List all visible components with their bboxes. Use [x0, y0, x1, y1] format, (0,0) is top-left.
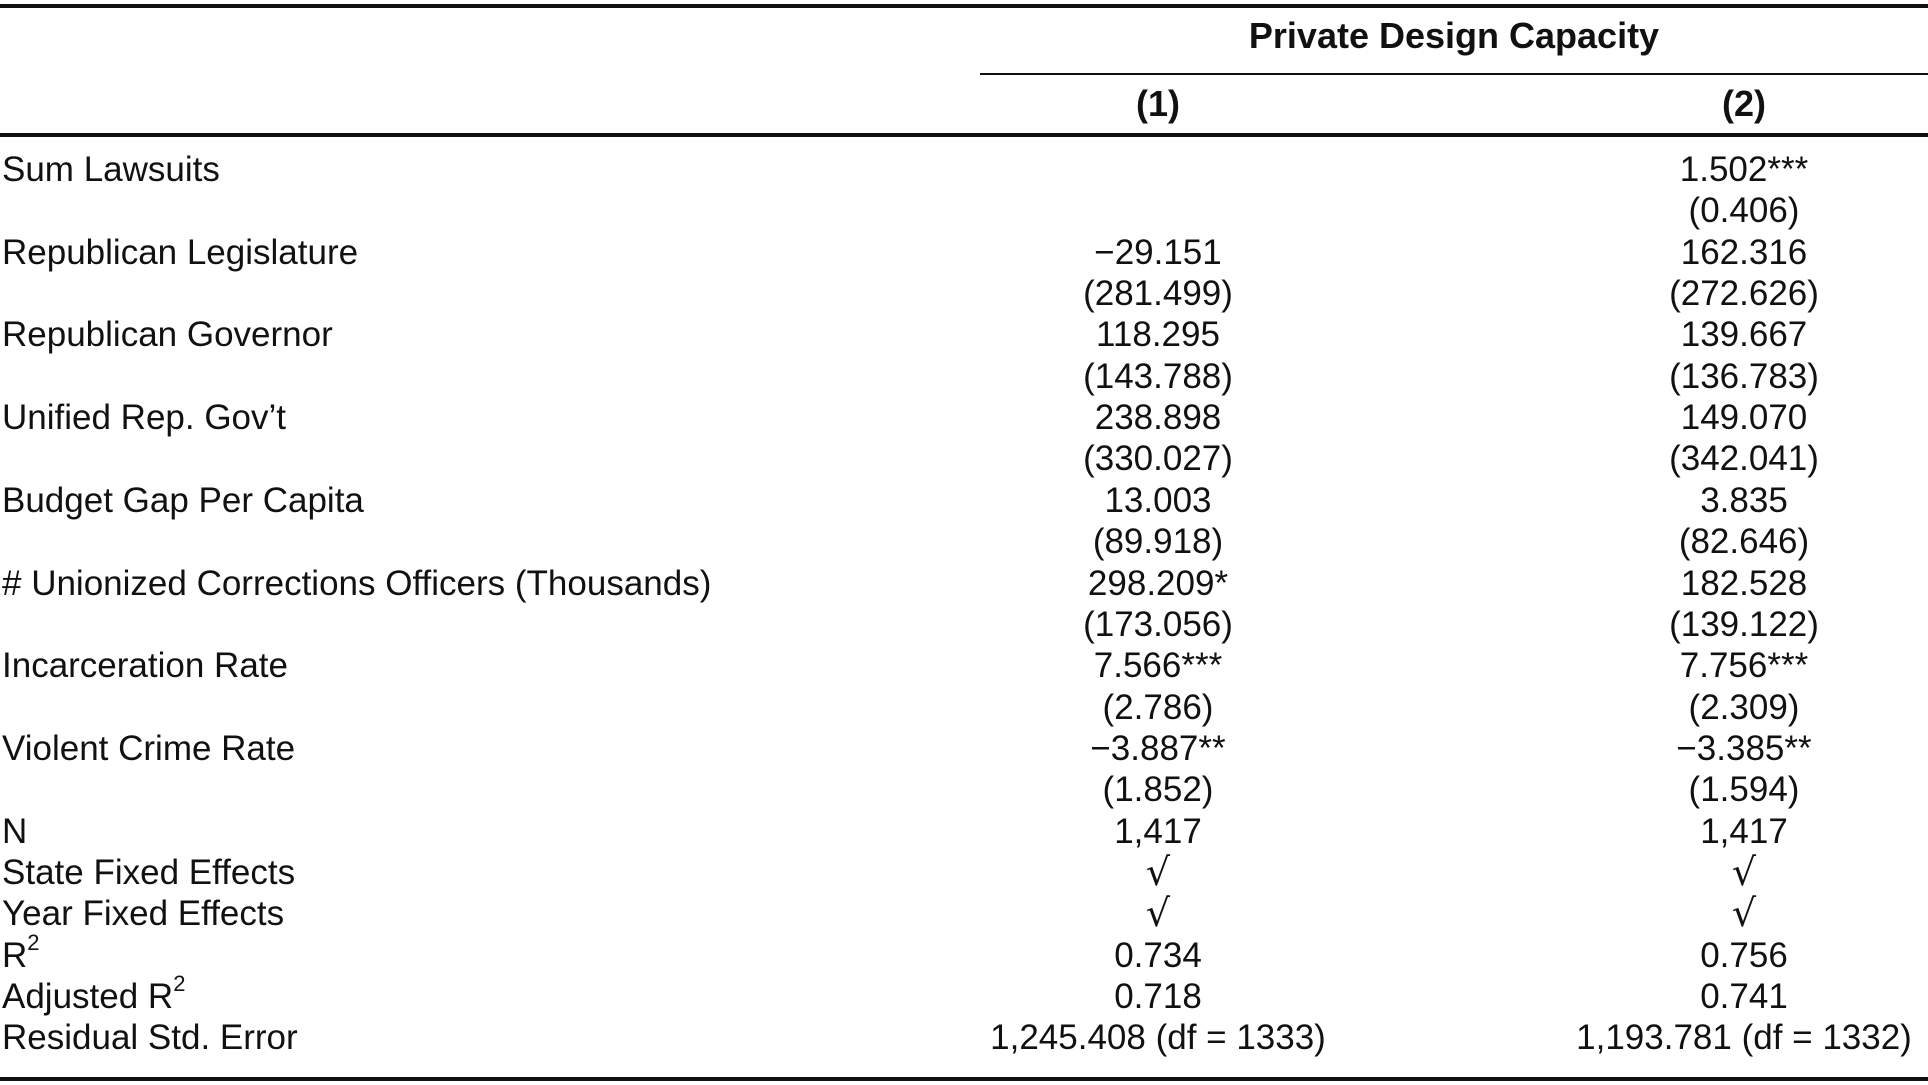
table-row [0, 273, 1928, 314]
row-label: $R^2$ [2, 930, 40, 975]
row-label: Sum Lawsuits [2, 150, 220, 189]
table-row [0, 728, 1928, 769]
check-mark: √ [1145, 850, 1171, 894]
cell-c2: 3.835 [1700, 481, 1788, 520]
table-row [0, 397, 1928, 438]
row-label: Unified Rep. Gov’t [2, 398, 287, 437]
cell-c2: (272.626) [1669, 274, 1819, 313]
cell-c1: 7.566*** [1093, 646, 1223, 685]
cell-c1: 238.898 [1094, 398, 1222, 437]
row-label: Republican Legislature [2, 233, 359, 272]
table-row [0, 190, 1928, 231]
table-row [0, 930, 1928, 976]
cell-c2: (0.406) [1688, 191, 1800, 230]
cell-c2: 182.528 [1680, 564, 1808, 603]
check-mark: √ [1731, 850, 1757, 894]
column-header-2: (2) [1722, 83, 1766, 124]
cell-c1: 1,245.408 (df = 1333) [990, 1018, 1326, 1057]
cell-c2: (136.783) [1669, 357, 1819, 396]
bottom-rule [0, 1077, 1928, 1081]
column-group-title: Private Design Capacity [1248, 15, 1660, 56]
cell-c2: 1.502*** [1679, 150, 1809, 189]
table-row [0, 356, 1928, 397]
table-row [0, 811, 1928, 852]
cell-c1: (330.027) [1083, 439, 1233, 478]
table-row [0, 314, 1928, 355]
cell-c1: (89.918) [1092, 522, 1224, 561]
cell-c2: (82.646) [1678, 522, 1810, 561]
table-row [0, 971, 1928, 1017]
table-row [0, 438, 1928, 479]
header-rule [0, 133, 1928, 137]
cell-c1: (2.786) [1102, 688, 1214, 727]
cell-c1: 1,417 [1114, 812, 1202, 851]
table-row [0, 769, 1928, 810]
table-row [0, 480, 1928, 521]
table-row [0, 149, 1928, 190]
cell-c2: (139.122) [1669, 605, 1819, 644]
cell-c2: −3.385** [1676, 729, 1812, 768]
table-row [0, 232, 1928, 273]
cell-c1: 0.734 [1114, 936, 1202, 975]
table-row [0, 687, 1928, 728]
table-row [0, 563, 1928, 604]
cell-c2: (342.041) [1669, 439, 1819, 478]
column-header-1: (1) [1136, 83, 1180, 124]
column-group-rule [980, 73, 1928, 75]
cell-c1: (143.788) [1083, 357, 1233, 396]
cell-c1: 13.003 [1104, 481, 1212, 520]
cell-c1: (1.852) [1102, 770, 1214, 809]
superscript: 2 [173, 971, 186, 997]
top-rule [0, 4, 1928, 8]
row-label: Republican Governor [2, 315, 333, 354]
cell-c2: (2.309) [1688, 688, 1800, 727]
table-row [0, 521, 1928, 562]
row-label: Budget Gap Per Capita [2, 481, 364, 520]
cell-c1: (281.499) [1083, 274, 1233, 313]
superscript: 2 [27, 930, 40, 956]
cell-c2: 162.316 [1680, 233, 1808, 272]
row-label: Incarceration Rate [2, 646, 288, 685]
check-mark: √ [1731, 891, 1757, 935]
cell-c1: 118.295 [1096, 315, 1220, 354]
row-label: Residual Std. Error [2, 1018, 298, 1057]
cell-c1: −29.151 [1094, 233, 1222, 272]
cell-c1: 298.209* [1087, 564, 1229, 603]
cell-c2: 7.756*** [1679, 646, 1809, 685]
row-label: N [2, 812, 28, 851]
row-label: Violent Crime Rate [2, 729, 296, 768]
cell-c2: 1,417 [1700, 812, 1788, 851]
table-row [0, 1017, 1928, 1058]
check-mark: √ [1145, 891, 1171, 935]
cell-c2: 0.741 [1700, 977, 1788, 1016]
cell-c2: 1,193.781 (df = 1332) [1576, 1018, 1912, 1057]
table-row [0, 852, 1928, 893]
cell-c1: −3.887** [1090, 729, 1226, 768]
table-row [0, 893, 1928, 934]
row-label: Year Fixed Effects [2, 894, 285, 933]
cell-c2: 149.070 [1680, 398, 1808, 437]
table-row [0, 645, 1928, 686]
cell-c1: 0.718 [1114, 977, 1202, 1016]
cell-c2: (1.594) [1688, 770, 1800, 809]
cell-c2: 0.756 [1700, 936, 1788, 975]
table-row [0, 604, 1928, 645]
row-label: State Fixed Effects [2, 853, 296, 892]
cell-c2: 139.667 [1680, 315, 1808, 354]
row-label: Adjusted $R^2$ [2, 971, 186, 1016]
cell-c1: (173.056) [1083, 605, 1233, 644]
row-label: # Unionized Corrections Officers (Thousands) [2, 564, 712, 603]
